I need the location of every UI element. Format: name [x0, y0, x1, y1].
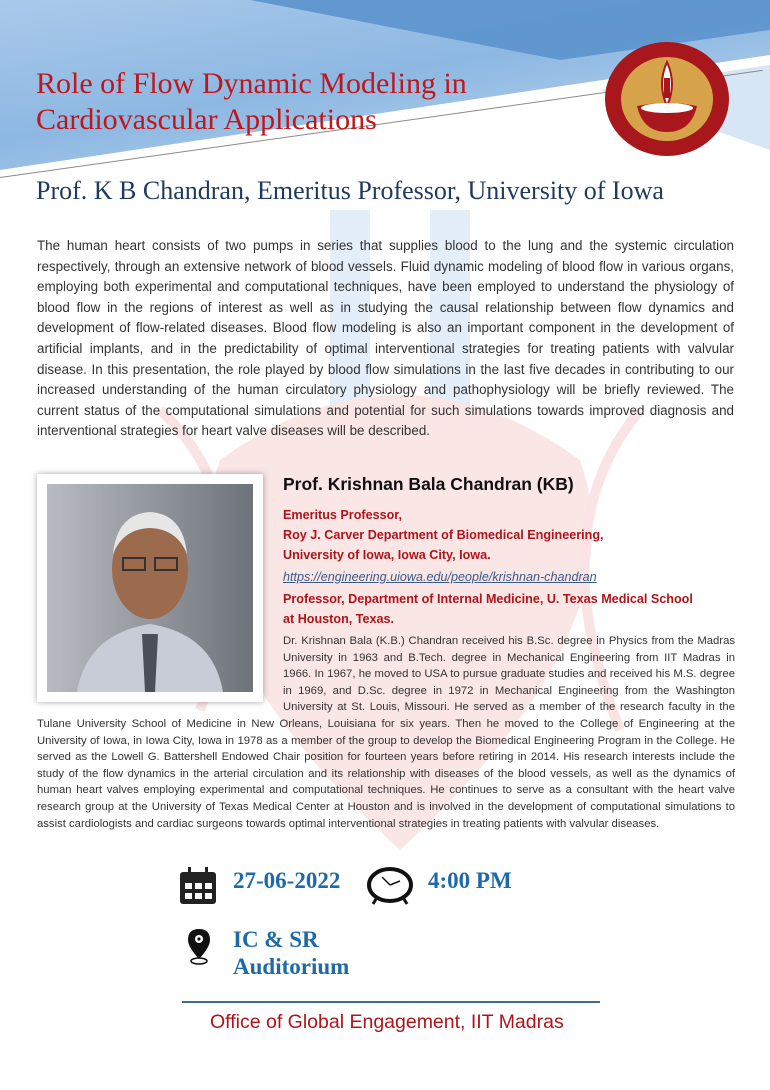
speaker-profile-link[interactable]: https://engineering.uiowa.edu/people/krishnan-chandran — [283, 570, 597, 584]
clock-icon — [366, 866, 414, 906]
location-pin-icon — [186, 927, 212, 967]
talk-title — [36, 66, 467, 138]
speaker-role2-line1: Professor, Department of Internal Medicine, U. Texas Medical School — [283, 592, 693, 606]
iit-madras-logo — [603, 40, 731, 158]
venue-line-2: Auditorium — [233, 954, 350, 979]
speaker-role: Emeritus Professor, — [283, 508, 402, 522]
speaker-department: Roy J. Carver Department of Biomedical Engineering, — [283, 528, 604, 542]
speaker-bio-section — [37, 474, 735, 832]
event-time: 4:00 PM — [428, 868, 512, 893]
speaker-subtitle: Prof. K B Chandran, Emeritus Professor, University of Iowa — [36, 176, 664, 205]
footer-divider — [182, 1001, 600, 1003]
title-line-1: Role of Flow Dynamic Modeling in — [36, 67, 467, 100]
event-date: 27-06-2022 — [233, 868, 341, 893]
title-line-2: Cardiovascular Applications — [36, 103, 377, 136]
speaker-photo — [37, 474, 263, 702]
speaker-university: University of Iowa, Iowa City, Iowa. — [283, 548, 491, 562]
speaker-bio-text: Dr. Krishnan Bala (K.B.) Chandran received his B.Sc. degree in Physics from the Madras University in 1963 and B.Tech. degree in Mechanical Engineering from IIT Madras in 1966. In 1967, he moved to USA to pursue graduate studies and received his M.S. degree in 1969, and D.Sc. degree in 1972 in Mechanical Engineering from the Washington University at St. Louis, Missouri. He served as a member of the research faculty in the Tulane University School of Medicine in New Orleans, Louisiana for six years. Then he moved to the College of Engineering at the University of Iowa, in Iowa City, Iowa in 1978 as a member of the group to develop the Biomedical Engineering Program in the College. He served as the Lowell G. Battershell Endowed Chair position for fourteen years before retiring in 2014. His research interests include the study of the flow dynamics in the arterial circulation and its relationship with diseases of the blood vessels, as well as the dynamics of human heart valves employing experimental and computational techniques. He continues to serve as a consultant with the heart valve research group at the University of Texas Medical Center at Houston and is involved in the development of computational simulations to assist cardiologists and cardiac surgeons towards optimal interventional strategies in treating patients with valvular diseases. — [37, 635, 735, 830]
abstract-paragraph: The human heart consists of two pumps in series that supplies blood to the lung and the systemic circulation respectively, through an extensive network of blood vessels. Fluid dynamic modeling of blood flow in various organs, employing both experimental and computational techniques, have been employed to understand the physiology of blood flow in the regions of interest as well as in studying the causal relationship between flow dynamics and development of flow-related diseases. Blood flow modeling is also an important component in the development of artificial implants, and in the predictability of optimal interventional strategies for treating patients with valvular disease. In this presentation, the role played by blood flow simulations in the last five decades in contributing to our increased understanding of the human circulatory physiology and pathophysiology will be briefly reviewed. The current status of the computational simulations and potential for such simulations towards improved diagnosis and interventional strategies for heart valve diseases will be described. — [37, 238, 734, 439]
event-venue — [233, 926, 349, 980]
venue-line-1: IC & SR — [233, 927, 319, 952]
footer-organizer: Office of Global Engagement, IIT Madras — [210, 1011, 564, 1033]
speaker-role2-line2: at Houston, Texas. — [283, 612, 395, 626]
speaker-name: Prof. Krishnan Bala Chandran (KB) — [283, 474, 574, 494]
calendar-icon — [178, 866, 218, 906]
